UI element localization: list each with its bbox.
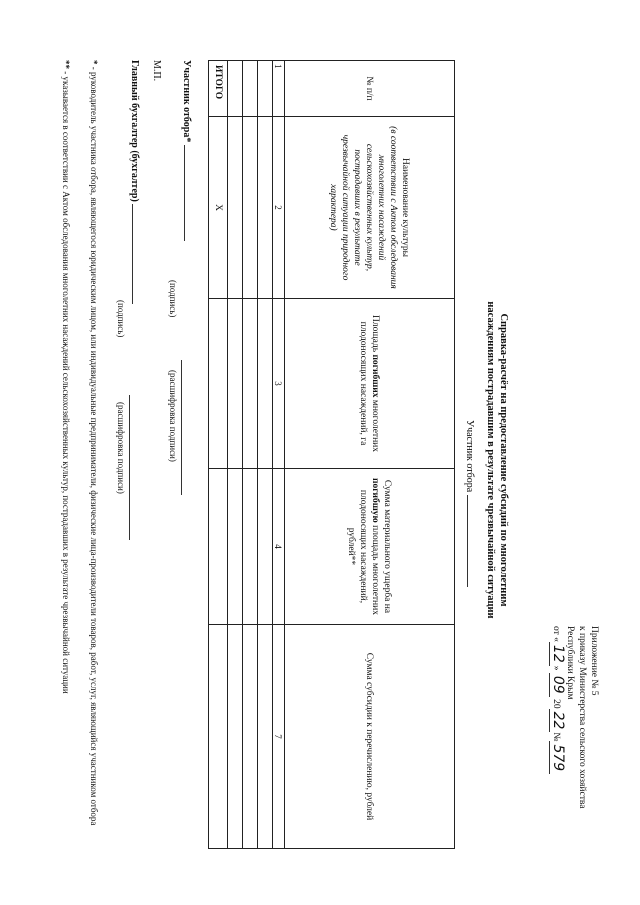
participant-decode-caption: (расшифровка подписи) [168, 370, 178, 462]
col-number-header: № п/п [285, 61, 455, 117]
participant-blank [467, 495, 468, 587]
col-crop-header: Наименование культуры (в соответствии с Актом обследования многолетних насаждений сельскохозяйственных культур, пострадавших в результате чрезвычайной ситуации природного характера) [285, 117, 455, 299]
accountant-decode-caption: (расшифровка подписи) [116, 402, 126, 494]
order-month: 09 [549, 673, 566, 697]
participant-signature-line [181, 60, 192, 241]
table-row [228, 61, 243, 849]
colnum-2: 2 [273, 117, 285, 299]
col-subsidy-header: Сумма субсидии к перечислению, рублей [285, 625, 455, 849]
colnum-3: 3 [273, 299, 285, 469]
accountant-decode-blank [129, 395, 138, 540]
order-number: 579 [549, 741, 566, 774]
footnote-1: * - руководитель участника отбора, являющегося юридическим лицом, или индивидуальные предприниматели, физические лица-производители товаров, работ, услуг, являющийся участником отбора [89, 60, 99, 826]
table-row [243, 61, 258, 849]
colnum-1: 1 [273, 61, 285, 117]
table-row [258, 61, 273, 849]
accountant-label: Главный бухгалтер (бухгалтер) [129, 60, 140, 202]
table-header-row [285, 61, 455, 849]
colnum-5: 7 [273, 625, 285, 849]
accountant-sign-blank [132, 204, 133, 304]
total-row [209, 61, 228, 849]
participant-sign-blank [184, 145, 185, 241]
column-number-row [273, 61, 285, 849]
order-year: 22 [549, 709, 566, 733]
order-reference: к приказу Министерства сельского хозяйства [577, 626, 587, 809]
subsidy-table [208, 60, 455, 849]
accountant-signature-line [129, 60, 140, 304]
stamp-place: М.П. [151, 60, 162, 82]
appendix-number: Приложение № 5 [589, 626, 599, 696]
colnum-4: 4 [273, 469, 285, 625]
participant-sign-caption: (подпись) [168, 280, 178, 318]
order-region: Республики Крым [565, 626, 575, 700]
participant-label: Участник отбора [464, 420, 475, 493]
total-label: ИТОГО [209, 61, 228, 117]
order-date-line: от «12» 09 2022№579 [550, 626, 564, 886]
accountant-sign-caption: (подпись) [116, 300, 126, 338]
col-damage-header: Сумма материального ущерба на погибшую площадь многолетних плодоносящих насаждений, рублей** [285, 469, 455, 625]
document-title: Справка-расчёт на предоставление субсидий по многолетним насаждениям пострадавшим в результате чрезвычайной ситуации [485, 301, 509, 619]
participant-sign-label: Участник отбора* [181, 60, 192, 143]
participant-decode-blank [181, 360, 190, 495]
order-day: 12 [549, 642, 566, 666]
total-x: X [209, 117, 228, 299]
appendix-header [550, 626, 600, 886]
col-area-header: Площадь погибших многолетних плодоносящих насаждений, га [285, 299, 455, 469]
participant-line [464, 420, 475, 587]
footnote-2: ** - указывается в соответствии с Актом обследования многолетних насаждений сельскохозяйственных культур, пострадавших в результате чрезвычайной ситуации [61, 60, 71, 694]
